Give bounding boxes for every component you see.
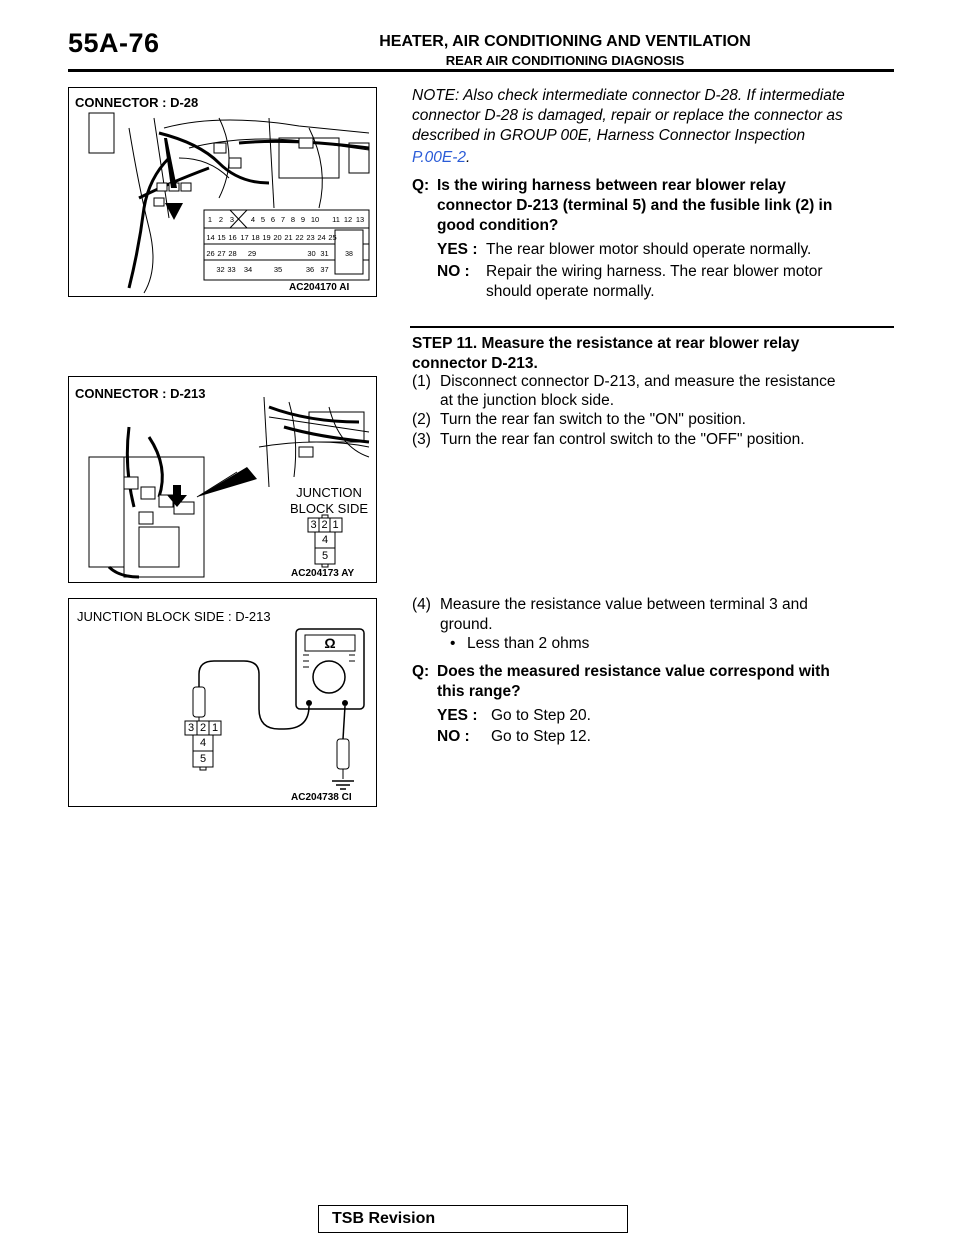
question-2-no-label: NO :	[437, 728, 470, 745]
pin-label: 10	[310, 215, 320, 224]
bullet-icon: •	[450, 635, 456, 652]
figure-resistance-measurement	[68, 598, 377, 807]
connector-pin-5: 5	[321, 550, 329, 562]
note-period: .	[466, 149, 471, 166]
question-2-yes-text: Go to Step 20.	[491, 707, 591, 724]
connector-pin-5: 5	[199, 753, 207, 765]
pin-label: 18	[251, 233, 260, 242]
figure-connector-d213	[68, 376, 377, 583]
connector-pin-1: 1	[211, 722, 219, 734]
pin-label: 33	[227, 265, 236, 274]
step-3-text: Turn the rear fan control switch to the "OFF" position.	[440, 431, 805, 448]
group-00e-link[interactable]: P.00E-2	[412, 149, 467, 166]
pin-label: 32	[216, 265, 225, 274]
pin-label: 14	[206, 233, 215, 242]
page-number: 55A-76	[68, 28, 160, 58]
pin-label: 7	[280, 215, 286, 224]
ohm-symbol: Ω	[324, 635, 336, 651]
question-1-no-line-1: Repair the wiring harness. The rear blower motor	[486, 263, 823, 280]
figure-code: AC204738 CI	[291, 792, 352, 803]
question-1-line-2: connector D-213 (terminal 5) and the fusible link (2) in	[437, 197, 833, 214]
pin-label: 29	[247, 249, 257, 258]
step-4-line-2: ground.	[440, 616, 493, 633]
pin-label: 24	[317, 233, 326, 242]
connector-pin-3: 3	[187, 722, 195, 734]
pin-label: 2	[218, 215, 224, 224]
pin-label: 20	[273, 233, 282, 242]
pin-label: 35	[273, 265, 283, 274]
step-2-number: (2)	[412, 411, 431, 428]
pin-label: 16	[228, 233, 237, 242]
section-subtitle: REAR AIR CONDITIONING DIAGNOSIS	[445, 53, 685, 68]
question-1-prefix: Q:	[412, 177, 430, 194]
section-title: HEATER, AIR CONDITIONING AND VENTILATION	[379, 33, 751, 50]
pin-label: 3	[229, 215, 235, 224]
pin-label: 23	[306, 233, 315, 242]
question-2-prefix: Q:	[412, 663, 430, 680]
note-line-3: described in GROUP 00E, Harness Connector Inspection	[412, 127, 806, 144]
pin-label: 11	[332, 215, 340, 224]
step-4-number: (4)	[412, 596, 431, 613]
pin-label: 12	[343, 215, 353, 224]
connector-pin-4: 4	[199, 737, 207, 749]
connector-pin-2: 2	[321, 519, 328, 531]
question-1-line-1: Is the wiring harness between rear blower relay	[437, 177, 786, 194]
junction-block-side-label	[274, 485, 377, 517]
question-1-line-3: good condition?	[437, 217, 559, 234]
question-1-yes-text: The rear blower motor should operate normally.	[486, 241, 812, 258]
step-3-number: (3)	[412, 431, 431, 448]
step-2-text: Turn the rear fan switch to the "ON" position.	[440, 411, 746, 428]
pin-label: 34	[243, 265, 253, 274]
question-2-no-text: Go to Step 12.	[491, 728, 591, 745]
step-1-line-2: at the junction block side.	[440, 392, 615, 409]
pin-label: 27	[217, 249, 226, 258]
note-line-2: connector D-28 is damaged, repair or replace the connector as	[412, 107, 843, 124]
question-1-no-line-2: should operate normally.	[486, 283, 655, 300]
figure-code: AC204173 AY	[291, 568, 355, 579]
question-1-yes-label: YES :	[437, 241, 478, 258]
pin-label: 25	[328, 233, 337, 242]
pin-label: 30	[307, 249, 316, 258]
pin-label: 31	[320, 249, 329, 258]
ohmmeter-illustration	[69, 599, 376, 806]
connector-pin-3: 3	[310, 519, 317, 531]
step-4-bullet-text: Less than 2 ohms	[467, 635, 590, 652]
pin-label: 4	[250, 215, 256, 224]
pin-label: 8	[290, 215, 296, 224]
pin-label: 28	[228, 249, 237, 258]
figure-code: AC204170 AI	[289, 282, 350, 293]
pin-label: 6	[270, 215, 276, 224]
pin-label: 9	[300, 215, 306, 224]
pin-label: 13	[355, 215, 365, 224]
label-line-1: JUNCTION	[296, 485, 362, 500]
step-11-heading-line-1: STEP 11. Measure the resistance at rear blower relay	[412, 335, 800, 352]
figure-connector-d28	[68, 87, 377, 297]
label-line-2: BLOCK SIDE	[289, 501, 369, 516]
connector-pin-38: 38	[345, 251, 353, 258]
pin-label: 37	[320, 265, 329, 274]
figure-title: CONNECTOR : D-213	[75, 386, 206, 401]
step-11-heading-line-2: connector D-213.	[412, 355, 538, 372]
pin-label: 19	[262, 233, 271, 242]
step-divider	[410, 326, 894, 328]
step-4-line-1: Measure the resistance value between terminal 3 and	[440, 596, 808, 613]
pin-label: 17	[240, 233, 249, 242]
pin-label: 22	[295, 233, 304, 242]
figure-title: JUNCTION BLOCK SIDE : D-213	[77, 609, 271, 624]
header-rule	[68, 69, 894, 72]
connector-pin-4: 4	[321, 534, 329, 546]
question-2-line-2: this range?	[437, 683, 521, 700]
step-1-number: (1)	[412, 373, 431, 390]
step-1-line-1: Disconnect connector D-213, and measure the resistance	[440, 373, 836, 390]
note-line-4	[412, 148, 470, 168]
pin-label: 5	[260, 215, 266, 224]
note-line-1: NOTE: Also check intermediate connector D-28. If intermediate	[412, 87, 845, 104]
pin-label: 26	[206, 249, 215, 258]
pin-label: 21	[284, 233, 293, 242]
pin-label: 1	[207, 215, 213, 224]
question-1-no-label: NO :	[437, 263, 470, 280]
tsb-revision-label: TSB Revision	[332, 1210, 436, 1227]
question-2-yes-label: YES :	[437, 707, 478, 724]
question-2-line-1: Does the measured resistance value correspond with	[437, 663, 830, 680]
figure-title: CONNECTOR : D-28	[75, 95, 199, 110]
pin-label: 36	[305, 265, 315, 274]
pin-label: 15	[217, 233, 226, 242]
connector-pin-1: 1	[332, 519, 339, 531]
connector-pin-2: 2	[199, 722, 207, 734]
